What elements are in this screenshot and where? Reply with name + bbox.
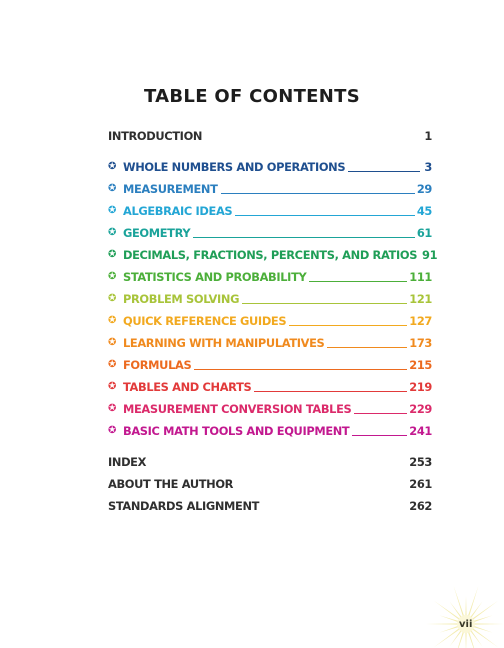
starburst-ray xyxy=(426,623,459,624)
leader-line xyxy=(235,215,415,216)
toc-entry-label: STATISTICS AND PROBABILITY xyxy=(123,270,307,284)
toc-entry-page: 262 xyxy=(409,499,432,513)
flower-bullet-icon: ✪ xyxy=(108,227,117,238)
toc-entry-decimals-fractions[interactable] xyxy=(108,247,438,263)
flower-bullet-icon: ✪ xyxy=(108,183,117,194)
leader-line xyxy=(221,193,415,194)
toc-entry-page: 91 xyxy=(422,248,438,262)
toc-entry-label: STANDARDS ALIGNMENT xyxy=(108,499,260,513)
flower-bullet-icon: ✪ xyxy=(108,337,117,348)
toc-entry-geometry[interactable] xyxy=(108,225,432,241)
toc-entry-label: TABLES AND CHARTS xyxy=(123,380,252,394)
flower-bullet-icon: ✪ xyxy=(108,249,117,260)
toc-entry-page: 111 xyxy=(409,270,432,284)
flower-bullet-icon: ✪ xyxy=(108,205,117,216)
toc-entry-index[interactable] xyxy=(108,454,432,470)
toc-entry-page: 253 xyxy=(409,455,432,469)
leader-line xyxy=(348,171,420,172)
starburst-ray xyxy=(434,628,461,648)
toc-entry-measurement[interactable] xyxy=(108,181,432,197)
starburst-icon xyxy=(424,578,504,648)
toc-entry-page: 45 xyxy=(416,204,432,218)
toc-entry-conversion-tables[interactable] xyxy=(108,401,432,417)
toc-entry-page: 1 xyxy=(424,129,432,143)
toc-entry-formulas[interactable] xyxy=(108,357,432,373)
toc-entry-problem-solving[interactable] xyxy=(108,291,432,307)
toc-entry-label: MEASUREMENT CONVERSION TABLES xyxy=(123,402,352,416)
flower-bullet-icon: ✪ xyxy=(108,359,117,370)
toc-entry-label: ALGEBRAIC IDEAS xyxy=(123,204,233,218)
toc-entry-label: MEASUREMENT xyxy=(123,182,218,196)
page-title: TABLE OF CONTENTS xyxy=(144,86,360,107)
toc-entry-about-author[interactable] xyxy=(108,476,432,492)
starburst-ray xyxy=(454,586,465,618)
leader-line xyxy=(193,237,415,238)
starburst-ray xyxy=(434,600,461,620)
toc-entry-label: BASIC MATH TOOLS AND EQUIPMENT xyxy=(123,424,350,438)
toc-entry-page: 215 xyxy=(409,358,432,372)
toc-entry-quick-reference[interactable] xyxy=(108,313,432,329)
starburst-ray xyxy=(465,631,466,648)
toc-entry-label: DECIMALS, FRACTIONS, PERCENTS, AND RATIOS xyxy=(123,248,418,262)
toc-entry-label: INDEX xyxy=(108,455,147,469)
toc-entry-page: 121 xyxy=(409,292,432,306)
starburst-ray xyxy=(472,626,492,633)
toc-entry-algebraic-ideas[interactable] xyxy=(108,203,432,219)
toc-entry-label: GEOMETRY xyxy=(123,226,191,240)
leader-line xyxy=(194,369,407,370)
toc-entry-label: QUICK REFERENCE GUIDES xyxy=(123,314,287,328)
toc-entry-label: FORMULAS xyxy=(123,358,192,372)
toc-entry-label: PROBLEM SOLVING xyxy=(123,292,240,306)
starburst-ray xyxy=(472,615,492,622)
starburst-ray xyxy=(471,600,498,620)
toc-entry-page: 261 xyxy=(409,477,432,491)
toc-entry-label: WHOLE NUMBERS AND OPERATIONS xyxy=(123,160,346,174)
starburst-ray xyxy=(468,586,479,618)
starburst-ray xyxy=(465,596,466,617)
leader-line xyxy=(242,303,407,304)
toc-entry-standards[interactable] xyxy=(108,498,432,514)
toc-entry-introduction[interactable] xyxy=(108,128,432,144)
toc-entry-page: 219 xyxy=(409,380,432,394)
flower-bullet-icon: ✪ xyxy=(108,161,117,172)
leader-line xyxy=(254,391,407,392)
toc-entry-label: INTRODUCTION xyxy=(108,129,203,143)
page-number: vii xyxy=(459,619,473,630)
flower-bullet-icon: ✪ xyxy=(108,271,117,282)
toc-entry-page: 229 xyxy=(409,402,432,416)
leader-line xyxy=(352,435,407,436)
toc-entry-page: 29 xyxy=(416,182,432,196)
flower-bullet-icon: ✪ xyxy=(108,425,117,436)
leader-line xyxy=(309,281,407,282)
toc-entry-statistics[interactable] xyxy=(108,269,432,285)
toc-entry-page: 127 xyxy=(409,314,432,328)
flower-bullet-icon: ✪ xyxy=(108,403,117,414)
flower-bullet-icon: ✪ xyxy=(108,293,117,304)
toc-entry-math-tools[interactable] xyxy=(108,423,432,439)
toc-entry-whole-numbers[interactable] xyxy=(108,159,432,175)
starburst-ray xyxy=(439,615,459,622)
toc-entry-manipulatives[interactable] xyxy=(108,335,432,351)
leader-line xyxy=(327,347,407,348)
leader-line xyxy=(354,413,407,414)
toc-entry-tables-charts[interactable] xyxy=(108,379,432,395)
toc-entry-page: 61 xyxy=(416,226,432,240)
flower-bullet-icon: ✪ xyxy=(108,381,117,392)
toc-entry-page: 173 xyxy=(409,336,432,350)
starburst-ray xyxy=(439,626,459,633)
starburst-ray xyxy=(471,628,498,648)
toc-entry-page: 241 xyxy=(409,424,432,438)
toc-entry-label: LEARNING WITH MANIPULATIVES xyxy=(123,336,325,350)
toc-entry-label: ABOUT THE AUTHOR xyxy=(108,477,234,491)
toc-entry-page: 3 xyxy=(424,160,432,174)
flower-bullet-icon: ✪ xyxy=(108,315,117,326)
leader-line xyxy=(289,325,407,326)
starburst-ray xyxy=(473,623,504,624)
